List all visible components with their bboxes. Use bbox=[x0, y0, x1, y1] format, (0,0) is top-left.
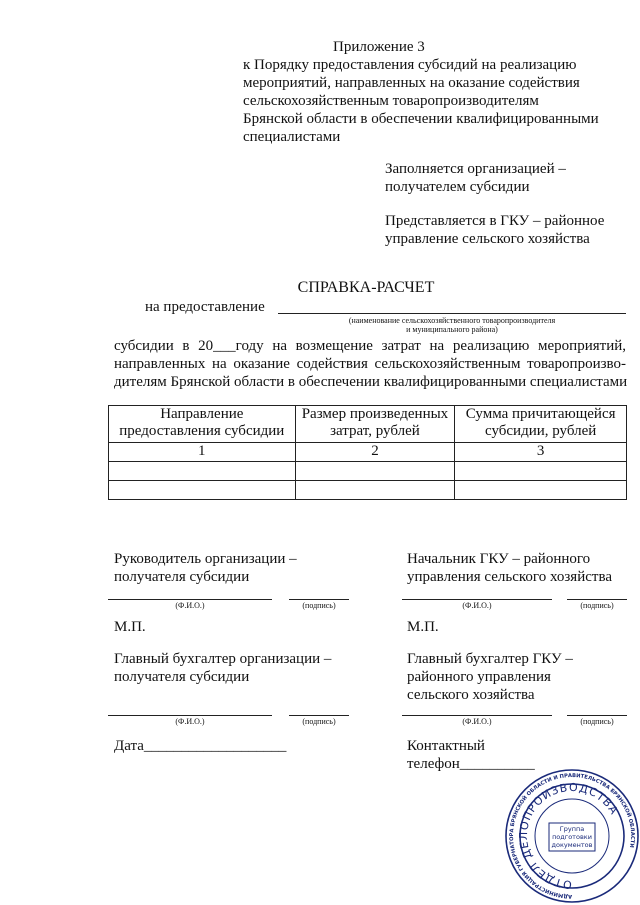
stamp-place-label: М.П. bbox=[114, 619, 146, 635]
acc-org-label: получателя субсидии bbox=[114, 669, 250, 685]
fio-caption: (Ф.И.О.) bbox=[462, 717, 492, 726]
for-label: на предоставление bbox=[145, 299, 265, 315]
acc-org-signature-line[interactable] bbox=[289, 715, 349, 716]
appendix-heading: Приложение 3 bbox=[333, 39, 425, 55]
table-row bbox=[109, 481, 627, 500]
head-gku-signature-line[interactable] bbox=[567, 599, 627, 600]
head-org-label: получателя субсидии bbox=[114, 569, 250, 585]
head-gku-fio-line[interactable] bbox=[402, 599, 552, 600]
table-header-cell: Сумма причитающейся субсидии, рублей bbox=[455, 406, 627, 443]
recipient-caption: (наименование сельскохозяйственного товаропроизводителя bbox=[348, 316, 556, 325]
office-stamp-icon bbox=[505, 763, 640, 905]
fio-caption: (Ф.И.О.) bbox=[175, 601, 205, 610]
appendix-line: сельскохозяйственным товаропроизводителям bbox=[243, 93, 539, 109]
submit-note-line: управление сельского хозяйства bbox=[385, 231, 590, 247]
fill-note-line: получателем субсидии bbox=[385, 179, 530, 195]
acc-gku-label: сельского хозяйства bbox=[407, 687, 535, 703]
acc-gku-fio-line[interactable] bbox=[402, 715, 552, 716]
signature-caption: (подпись) bbox=[580, 717, 614, 726]
fio-caption: (Ф.И.О.) bbox=[175, 717, 205, 726]
table-cell[interactable] bbox=[455, 481, 627, 500]
head-org-fio-line[interactable] bbox=[108, 599, 272, 600]
stamp-place-label: М.П. bbox=[407, 619, 439, 635]
table-header-cell: Направление предоставления субсидии bbox=[109, 406, 296, 443]
head-org-label: Руководитель организации – bbox=[114, 551, 297, 567]
appendix-line: мероприятий, направленных на оказание содействия bbox=[243, 75, 580, 91]
table-cell[interactable] bbox=[295, 462, 455, 481]
acc-gku-signature-line[interactable] bbox=[567, 715, 627, 716]
signature-caption: (подпись) bbox=[302, 717, 336, 726]
fio-caption: (Ф.И.О.) bbox=[462, 601, 492, 610]
table-cell[interactable] bbox=[295, 481, 455, 500]
table-header-cell: Размер произведенных затрат, рублей bbox=[295, 406, 455, 443]
acc-org-fio-line[interactable] bbox=[108, 715, 272, 716]
acc-org-label: Главный бухгалтер организации – bbox=[114, 651, 332, 667]
document-title: СПРАВКА-РАСЧЕТ bbox=[297, 279, 435, 296]
subsidy-table bbox=[108, 405, 627, 500]
column-number: 3 bbox=[455, 443, 627, 462]
signature-caption: (подпись) bbox=[580, 601, 614, 610]
contact-label: Контактный bbox=[407, 738, 485, 754]
appendix-line: Брянской области в обеспечении квалифицированными bbox=[243, 111, 599, 127]
column-number: 1 bbox=[109, 443, 296, 462]
table-header-row bbox=[109, 406, 627, 443]
stamp-center-line: подготовки bbox=[552, 833, 592, 841]
acc-gku-label: районного управления bbox=[407, 669, 551, 685]
column-number: 2 bbox=[295, 443, 455, 462]
stamp-center-line: документов bbox=[551, 841, 593, 849]
stamp-outer-text: АДМИНИСТРАЦИЯ ГУБЕРНАТОРА БРЯНСКОЙ ОБЛАСТИ И ПРАВИТЕЛЬСТВА БРЯНСКОЙ ОБЛАСТИ bbox=[509, 772, 636, 900]
acc-gku-label: Главный бухгалтер ГКУ – bbox=[407, 651, 573, 667]
fill-note-line: Заполняется организацией – bbox=[385, 161, 566, 177]
body-line: дителям Брянской области в обеспечении квалифицированными специалистами bbox=[114, 374, 628, 390]
contact-phone-field[interactable]: телефон__________ bbox=[407, 756, 535, 772]
appendix-line: к Порядку предоставления субсидий на реализацию bbox=[243, 57, 577, 73]
signature-caption: (подпись) bbox=[302, 601, 336, 610]
date-field[interactable]: Дата___________________ bbox=[114, 738, 287, 754]
body-line: субсидии в 20___году на возмещение затрат на реализацию мероприятий, bbox=[114, 338, 626, 354]
stamp-ring-text: ОТДЕЛ ДЕЛОПРОИЗВОДСТВА bbox=[516, 780, 621, 892]
table-row bbox=[109, 462, 627, 481]
appendix-line: специалистами bbox=[243, 129, 341, 145]
head-gku-label: управления сельского хозяйства bbox=[407, 569, 612, 585]
stamp-center-line: Группа bbox=[559, 825, 585, 833]
table-number-row bbox=[109, 443, 627, 462]
table-cell[interactable] bbox=[455, 462, 627, 481]
table-cell[interactable] bbox=[109, 462, 296, 481]
head-gku-label: Начальник ГКУ – районного bbox=[407, 551, 591, 567]
table-cell[interactable] bbox=[109, 481, 296, 500]
body-line: направленных на оказание содействия сельскохозяйственным товаропроизво- bbox=[114, 356, 626, 372]
recipient-name-line[interactable] bbox=[278, 313, 626, 314]
submit-note-line: Представляется в ГКУ – районное bbox=[385, 213, 605, 229]
recipient-caption: и муниципального района) bbox=[406, 325, 498, 334]
head-org-signature-line[interactable] bbox=[289, 599, 349, 600]
